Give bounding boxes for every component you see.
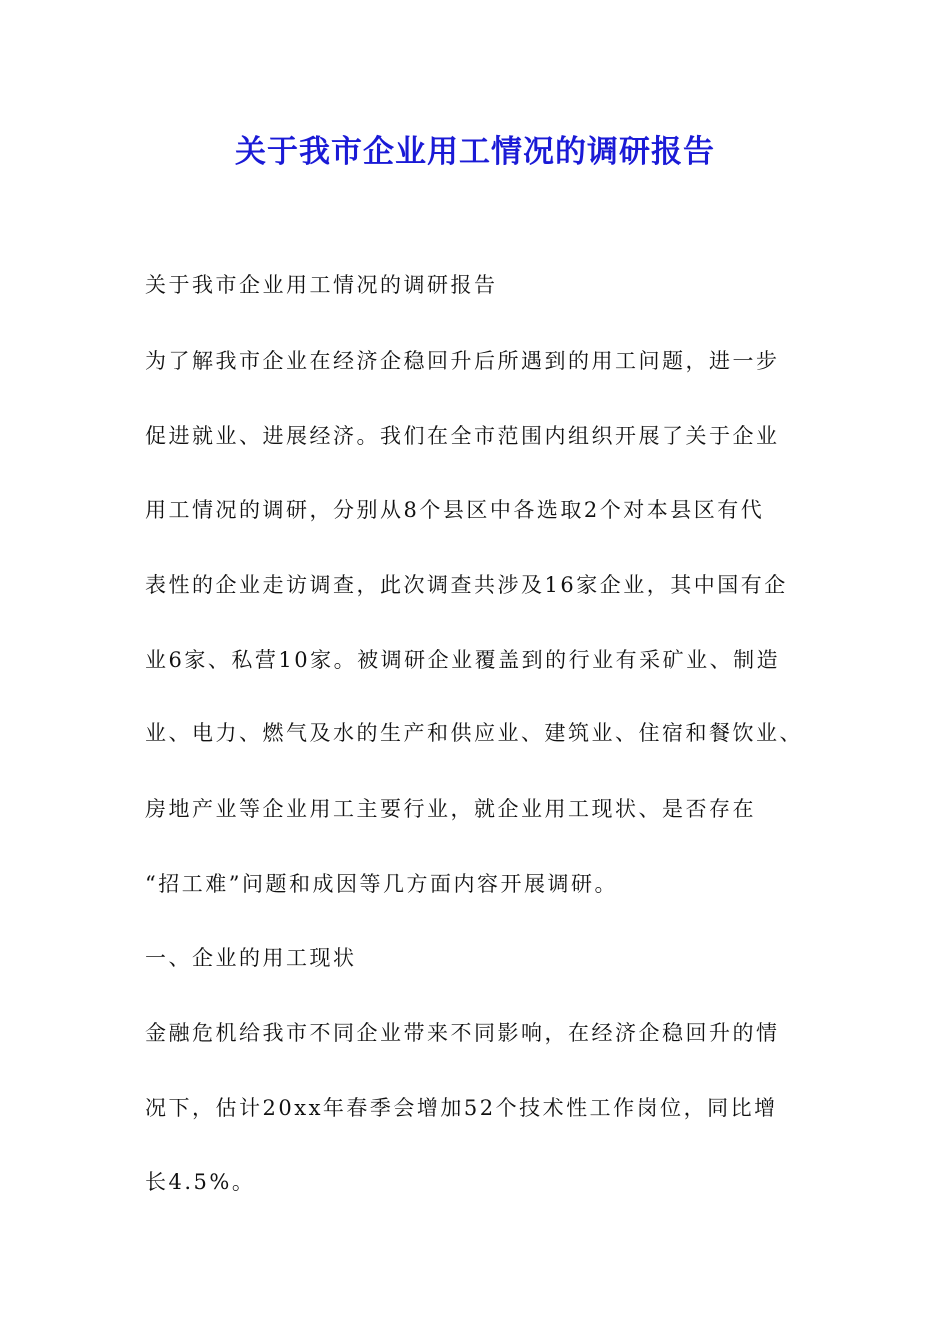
body-line: 表性的企业走访调查，此次调查共涉及16家企业，其中国有企: [145, 573, 788, 597]
body-line: 房地产业等企业用工主要行业，就企业用工现状、是否存在: [145, 797, 756, 821]
body-line: 长4.5%。: [145, 1170, 256, 1194]
body-line: 用工情况的调研，分别从8个县区中各选取2个对本县区有代: [145, 498, 765, 522]
body-line: 业、电力、燃气及水的生产和供应业、建筑业、住宿和餐饮业、: [145, 721, 803, 745]
body-line: 况下，估计20xx年春季会增加52个技术性工作岗位，同比增: [145, 1096, 778, 1120]
body-line: 促进就业、进展经济。我们在全市范围内组织开展了关于企业: [145, 424, 780, 448]
body-line: “招工难”问题和成因等几方面内容开展调研。: [145, 872, 618, 896]
body-line: 业6家、私营10家。被调研企业覆盖到的行业有采矿业、制造: [145, 648, 781, 672]
subtitle-line: 关于我市企业用工情况的调研报告: [145, 273, 498, 297]
body-line: 为了解我市企业在经济企稳回升后所遇到的用工问题，进一步: [145, 349, 780, 373]
document-title: 关于我市企业用工情况的调研报告: [235, 134, 715, 170]
section-heading: 一、企业的用工现状: [145, 946, 357, 970]
body-line: 金融危机给我市不同企业带来不同影响，在经济企稳回升的情: [145, 1021, 780, 1045]
